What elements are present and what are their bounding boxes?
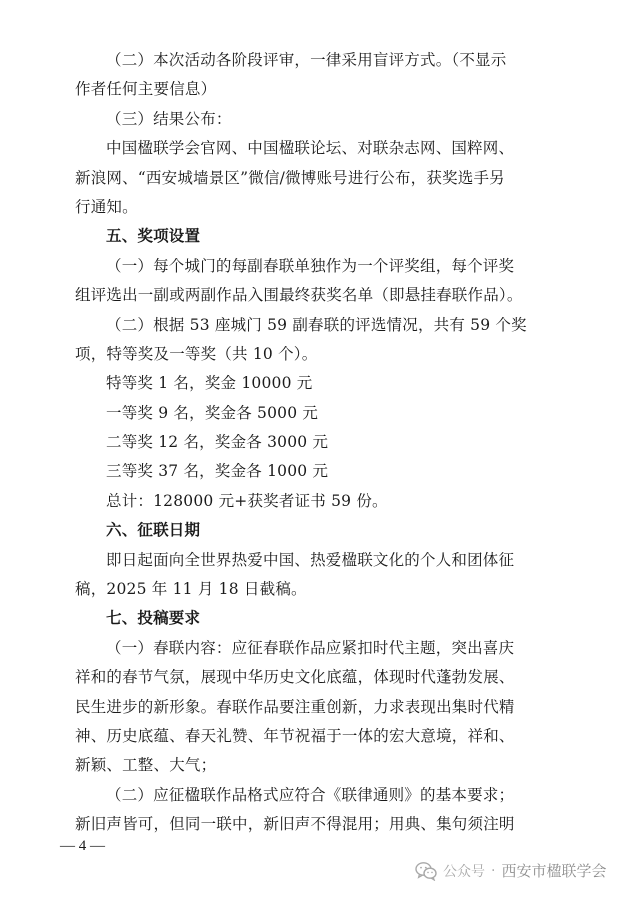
text-line: 即日起面向全世界热爱中国、热爱楹联文化的个人和团体征: [106, 550, 515, 569]
wechat-watermark: [415, 860, 606, 881]
text-line: 新颖、工整、大气；: [75, 756, 217, 775]
text-line: 总计：128000 元+获奖者证书 59 份。: [106, 491, 388, 510]
text-line: （二）本次活动各阶段评审，一律采用盲评方式。（不显示: [106, 51, 507, 69]
text-line: 特等奖 1 名，奖金 10000 元: [106, 374, 313, 393]
text-line: 三等奖 37 名，奖金各 1000 元: [106, 462, 329, 481]
watermark-separator: ·: [491, 862, 496, 879]
page-number: — 4 —: [60, 838, 105, 854]
text-line: （二）应征楹联作品格式应符合《联律通则》的基本要求；: [106, 785, 515, 804]
section-heading: 六、征联日期: [106, 521, 201, 540]
text-line: （一）每个城门的每副春联单独作为一个评奖组，每个评奖: [106, 256, 515, 275]
text-line: 民生进步的新形象。春联作品要注重创新，力求表现出集时代精: [75, 697, 515, 716]
text-line: 项，特等奖及一等奖（共 10 个）。: [75, 344, 318, 363]
text-line: 作者任何主要信息）: [75, 80, 217, 99]
text-line: 神、历史底蕴、春天礼赞、年节祝福于一体的宏大意境，祥和、: [75, 726, 515, 745]
section-heading: 五、奖项设置: [106, 227, 201, 246]
text-line: 一等奖 9 名，奖金各 5000 元: [106, 403, 319, 422]
text-line: 祥和的春节气氛，展现中华历史文化底蕴，体现时代蓬勃发展、: [75, 668, 515, 687]
text-line: （一）春联内容：应征春联作品应紧扣时代主题，突出喜庆: [106, 638, 515, 657]
watermark-account-label: 公众号: [443, 863, 485, 880]
document-body: [75, 46, 595, 840]
text-line: （二）根据 53 座城门 59 副春联的评选情况，共有 59 个奖: [106, 315, 527, 334]
section-heading: 七、投稿要求: [106, 609, 201, 628]
wechat-icon: [415, 861, 437, 881]
text-line: 新旧声皆可，但同一联中，新旧声不得混用；用典、集句须注明: [75, 815, 515, 834]
text-line: （三）结果公布：: [106, 109, 232, 128]
text-line: 中国楹联学会官网、中国楹联论坛、对联杂志网、国粹网、: [106, 139, 515, 158]
text-line: 二等奖 12 名，奖金各 3000 元: [106, 433, 329, 452]
watermark-account-name: 西安市楹联学会: [501, 862, 607, 880]
text-line: 稿，2025 年 11 月 18 日截稿。: [75, 580, 307, 599]
text-line: 新浪网、“西安城墙景区”微信/微博账号进行公布，获奖选手另: [75, 168, 505, 187]
text-line: 组评选出一副或两副作品入围最终获奖名单（即悬挂春联作品）。: [75, 286, 523, 305]
text-line: 行通知。: [75, 197, 138, 216]
